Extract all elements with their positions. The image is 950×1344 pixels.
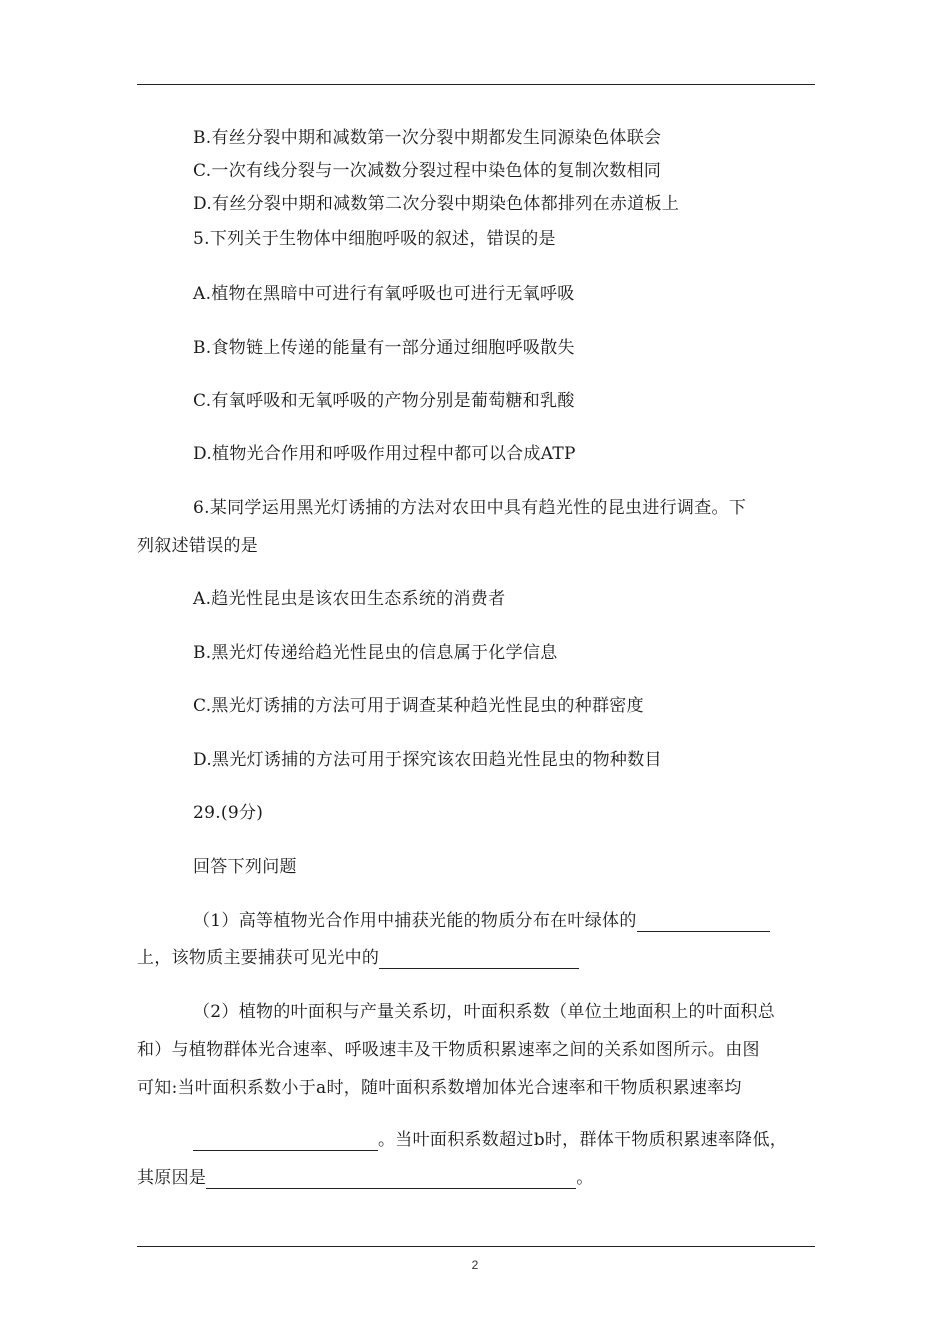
- question-29-part1-line1: [193, 910, 770, 932]
- answer-blank[interactable]: [193, 1132, 378, 1151]
- question-29-part2-line1: （2）植物的叶面积与产量关系切，叶面积系数（单位土地面积上的叶面积总: [193, 1002, 776, 1022]
- question-29-part1-text1: （1）高等植物光合作用中捕获光能的物质分布在叶绿体的: [193, 911, 637, 931]
- question-29-part2-text5: 其原因是: [137, 1168, 207, 1188]
- option-4c: C.一次有线分裂与一次减数分裂过程中染色体的复制次数相同: [193, 161, 662, 181]
- question-29-part2-text4: 。当叶面积系数超过b时，群体干物质积累速率降低，: [378, 1130, 788, 1150]
- option-5c: C.有氧呼吸和无氧呼吸的产物分别是葡萄糖和乳酸: [193, 391, 575, 411]
- question-29-part2-line3: 可知:当叶面积系数小于a时，随叶面积系数增加体光合速率和干物质积累速率均: [137, 1078, 742, 1098]
- question-29-part1-text2: 上，该物质主要捕获可见光中的: [137, 948, 380, 968]
- question-29-heading: 29.(9分): [193, 803, 264, 823]
- question-29-intro: 回答下列问题: [193, 857, 297, 877]
- answer-blank[interactable]: [379, 950, 579, 969]
- question-29-part2-line4: [193, 1129, 787, 1151]
- option-5b: B.食物链上传递的能量有一部分通过细胞呼吸散失: [193, 338, 575, 358]
- question-6-line1: 6.某同学运用黑光灯诱捕的方法对农田中具有趋光性的昆虫进行调查。下: [193, 498, 747, 518]
- option-6d: D.黑光灯诱捕的方法可用于探究该农田趋光性昆虫的物种数目: [193, 750, 662, 770]
- option-5d: D.植物光合作用和呼吸作用过程中都可以合成ATP: [193, 444, 576, 464]
- question-29-part2-line2: 和）与植物群体光合速率、呼吸速丰及干物质积累速率之间的关系如图所示。由图: [137, 1040, 760, 1060]
- option-4d: D.有丝分裂中期和减数第二次分裂中期染色体都排列在赤道板上: [193, 194, 680, 214]
- option-5a: A.植物在黑暗中可进行有氧呼吸也可进行无氧呼吸: [193, 284, 575, 304]
- option-6a: A.趋光性昆虫是该农田生态系统的消费者: [193, 589, 506, 609]
- option-4b: B.有丝分裂中期和减数第一次分裂中期都发生同源染色体联会: [193, 128, 662, 148]
- answer-blank[interactable]: [637, 913, 770, 932]
- question-29-part2-line5: [137, 1167, 594, 1189]
- option-6b: B.黑光灯传递给趋光性昆虫的信息属于化学信息: [193, 643, 558, 663]
- page-number: 2: [471, 1258, 479, 1272]
- question-6-line2: 列叙述错误的是: [137, 536, 259, 556]
- question-5: 5.下列关于生物体中细胞呼吸的叙述，错误的是: [193, 229, 556, 249]
- question-29-part1-line2: [137, 947, 579, 969]
- question-29-part2-end: 。: [576, 1168, 594, 1188]
- header-rule: [137, 84, 815, 85]
- answer-blank[interactable]: [206, 1170, 576, 1189]
- option-6c: C.黑光灯诱捕的方法可用于调查某种趋光性昆虫的种群密度: [193, 696, 644, 716]
- footer-rule: [137, 1246, 815, 1247]
